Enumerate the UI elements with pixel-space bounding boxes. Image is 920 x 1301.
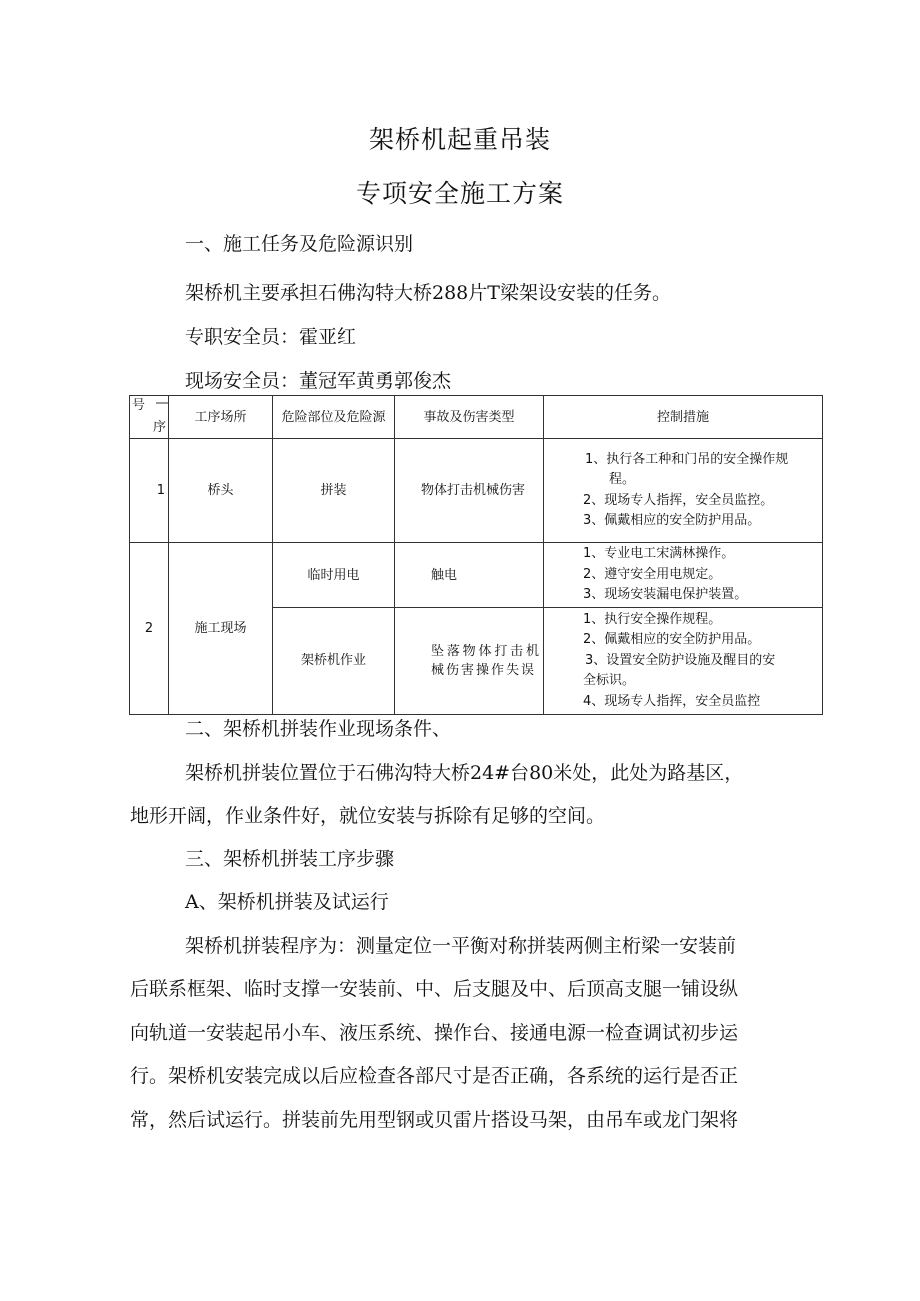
row2-sub2-hazard: 架桥机作业 (273, 607, 395, 714)
row2-place: 施工现场 (169, 543, 273, 715)
document-title-line1: 架桥机起重吊装 (368, 125, 551, 154)
row2-sub2-accident: 坠落物体打击机械伤害操作失误 (395, 607, 544, 714)
row1-place: 桥头 (169, 439, 273, 543)
subsection-heading-a: A、架桥机拼装及试运行 (185, 891, 389, 913)
paragraph-2-line: 架桥机拼装位置位于石佛沟特大桥24#台80米处，此处为路基区， (185, 762, 744, 784)
row2-sub1-measures: 1、专业电工宋满林操作。 2、遵守安全用电规定。 3、现场安装漏电保护装置。 (544, 543, 823, 608)
section-heading-2: 二、架桥机拼装作业现场条件、 (185, 718, 452, 740)
paragraph-3-line: 后联系框架、临时支撑一安装前、中、后支腿及中、后顶高支腿一铺设纵 (130, 978, 739, 1000)
row1-number: 1 (130, 439, 169, 543)
row1-measures: 1、执行各工种和门吊的安全操作规 程。 2、现场专人指挥，安全员监控。 3、佩戴相应的安全防护用品。 (544, 439, 823, 543)
table-row (130, 439, 823, 543)
task-paragraph: 架桥机主要承担石佛沟特大桥288片T梁架设安装的任务。 (185, 282, 671, 304)
paragraph-3-line: 架桥机拼装程序为：测量定位一平衡对称拼装两侧主桁梁一安装前 (185, 935, 737, 957)
table-header-row (130, 396, 823, 439)
paragraph-3-line: 行。架桥机安装完成以后应检查各部尺寸是否正确，各系统的运行是否正 (130, 1065, 739, 1087)
header-seq: 号 序 (130, 396, 169, 439)
header-measures: 控制措施 (544, 396, 823, 439)
paragraph-3-line: 向轨道一安装起吊小车、液压系统、操作台、接通电源一检查调试初步运 (130, 1022, 739, 1044)
section-heading-1: 一、施工任务及危险源识别 (185, 233, 414, 255)
document-title-line2: 专项安全施工方案 (355, 179, 564, 208)
paragraph-3-line: 常，然后试运行。拼装前先用型钢或贝雷片搭设马架，由吊车或龙门架将 (130, 1109, 739, 1131)
site-safety-line: 现场安全员：董冠军黄勇郭俊杰 (185, 370, 452, 392)
row2-sub1-hazard: 临时用电 (273, 543, 395, 608)
hazard-table (129, 395, 823, 715)
table-row (130, 543, 823, 608)
diagonal-mark-icon (154, 396, 168, 410)
row1-hazard: 拼装 (273, 439, 395, 543)
header-process: 工序场所 (169, 396, 273, 439)
row2-sub1-accident: 触电 (395, 543, 544, 608)
paragraph-2-line: 地形开阔，作业条件好，就位安装与拆除有足够的空间。 (130, 805, 606, 827)
row2-number: 2 (130, 543, 169, 715)
row1-accident: 物体打击机械伤害 (395, 439, 544, 543)
section-heading-3: 三、架桥机拼装工序步骤 (185, 848, 395, 870)
safety-officer-line: 专职安全员：霍亚红 (185, 326, 357, 348)
header-accident: 事故及伤害类型 (395, 396, 544, 439)
header-hazard: 危险部位及危险源 (273, 396, 395, 439)
row2-sub2-measures: 1、执行安全操作规程。 2、佩戴相应的安全防护用品。 3、设置安全防护设施及醒目的安 全标识。 4、现场专人指挥，安全员监控 (544, 607, 823, 714)
